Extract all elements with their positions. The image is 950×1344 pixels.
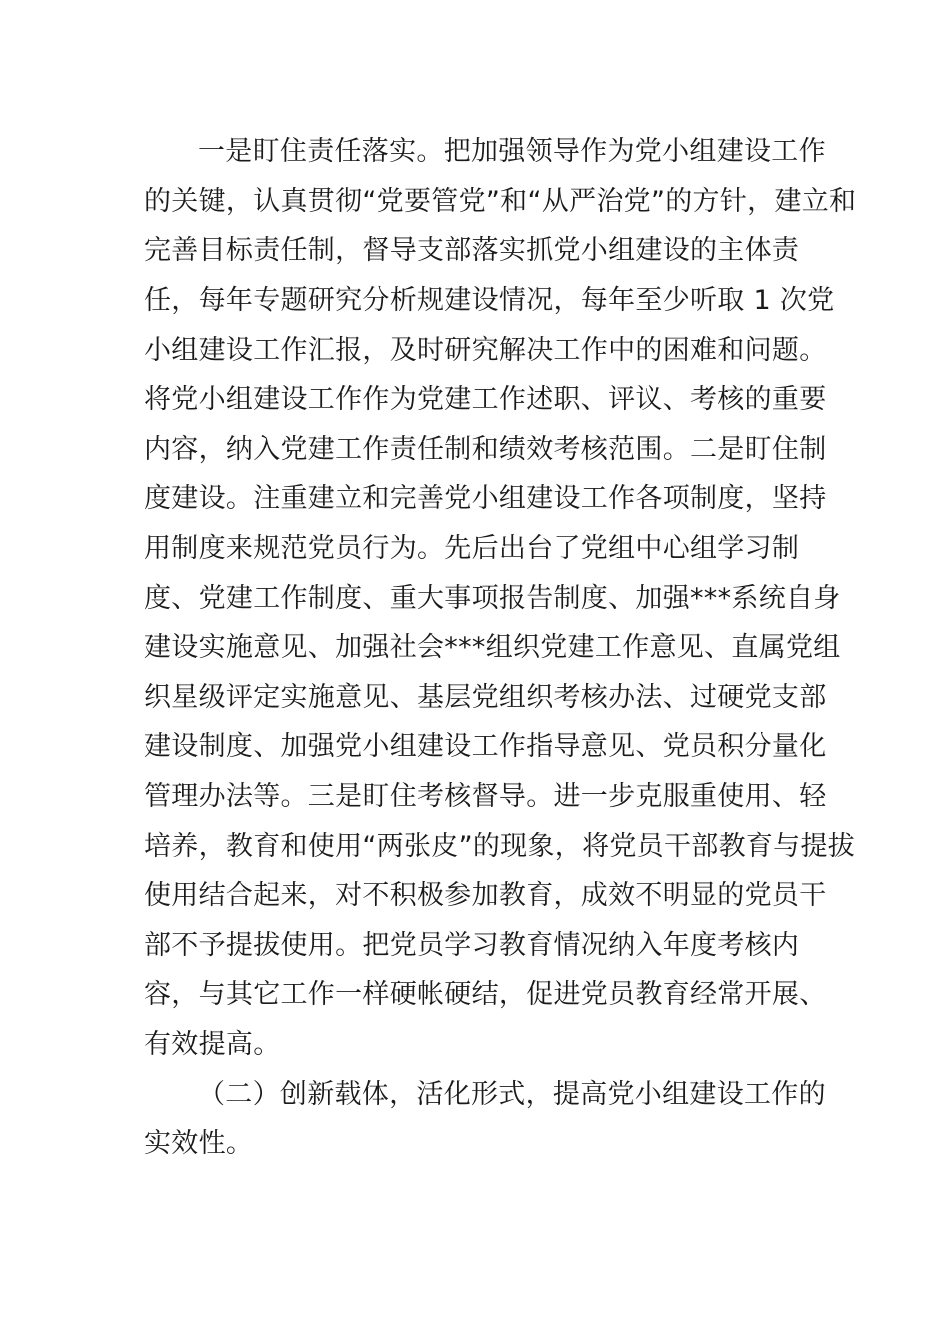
paragraph-1-line-19: 有效提高。: [144, 1029, 281, 1060]
paragraph-1-line-13: 建设制度、加强党小组建设工作指导意见、党员积分量化: [144, 731, 827, 762]
paragraph-1-line-12: 织星级评定实施意见、基层党组织考核办法、过硬党支部: [144, 682, 827, 713]
paragraph-1-line-9: 用制度来规范党员行为。先后出台了党组中心组学习制: [144, 533, 800, 564]
paragraph-1-line-18: 容，与其它工作一样硬帐硬结，促进党员教育经常开展、: [144, 979, 827, 1010]
paragraph-1-line-5: 小组建设工作汇报，及时研究解决工作中的困难和问题。: [144, 335, 827, 366]
paragraph-1-line-7: 内容，纳入党建工作责任制和绩效考核范围。二是盯住制: [144, 434, 827, 465]
paragraph-1-line-16: 使用结合起来，对不积极参加教育，成效不明显的党员干: [144, 880, 827, 911]
section-heading-line-1: （二）创新载体，活化形式，提高党小组建设工作的: [198, 1079, 826, 1110]
paragraph-1-line-11: 建设实施意见、加强社会***组织党建工作意见、直属党组: [144, 632, 841, 663]
paragraph-1-line-15: 培养，教育和使用“两张皮”的现象，将党员干部教育与提拔: [144, 831, 856, 862]
paragraph-1-line-1: 一是盯住责任落实。把加强领导作为党小组建设工作: [198, 136, 826, 167]
paragraph-1-line-8: 度建设。注重建立和完善党小组建设工作各项制度，坚持: [144, 483, 827, 514]
paragraph-1-line-2: 的关键，认真贯彻“党要管党”和“从严治党”的方针，建立和: [144, 186, 857, 217]
paragraph-1-line-17: 部不予提拔使用。把党员学习教育情况纳入年度考核内: [144, 930, 800, 961]
section-heading-line-2: 实效性。: [144, 1128, 254, 1159]
paragraph-1-line-3: 完善目标责任制，督导支部落实抓党小组建设的主体责: [144, 235, 800, 266]
paragraph-1-line-6: 将党小组建设工作作为党建工作述职、评议、考核的重要: [144, 384, 827, 415]
paragraph-1-line-4: 任，每年专题研究分析规建设情况，每年至少听取 1 次党: [144, 285, 835, 316]
paragraph-1-line-14: 管理办法等。三是盯住考核督导。进一步克服重使用、轻: [144, 781, 827, 812]
paragraph-1-line-10: 度、党建工作制度、重大事项报告制度、加强***系统自身: [144, 583, 841, 614]
